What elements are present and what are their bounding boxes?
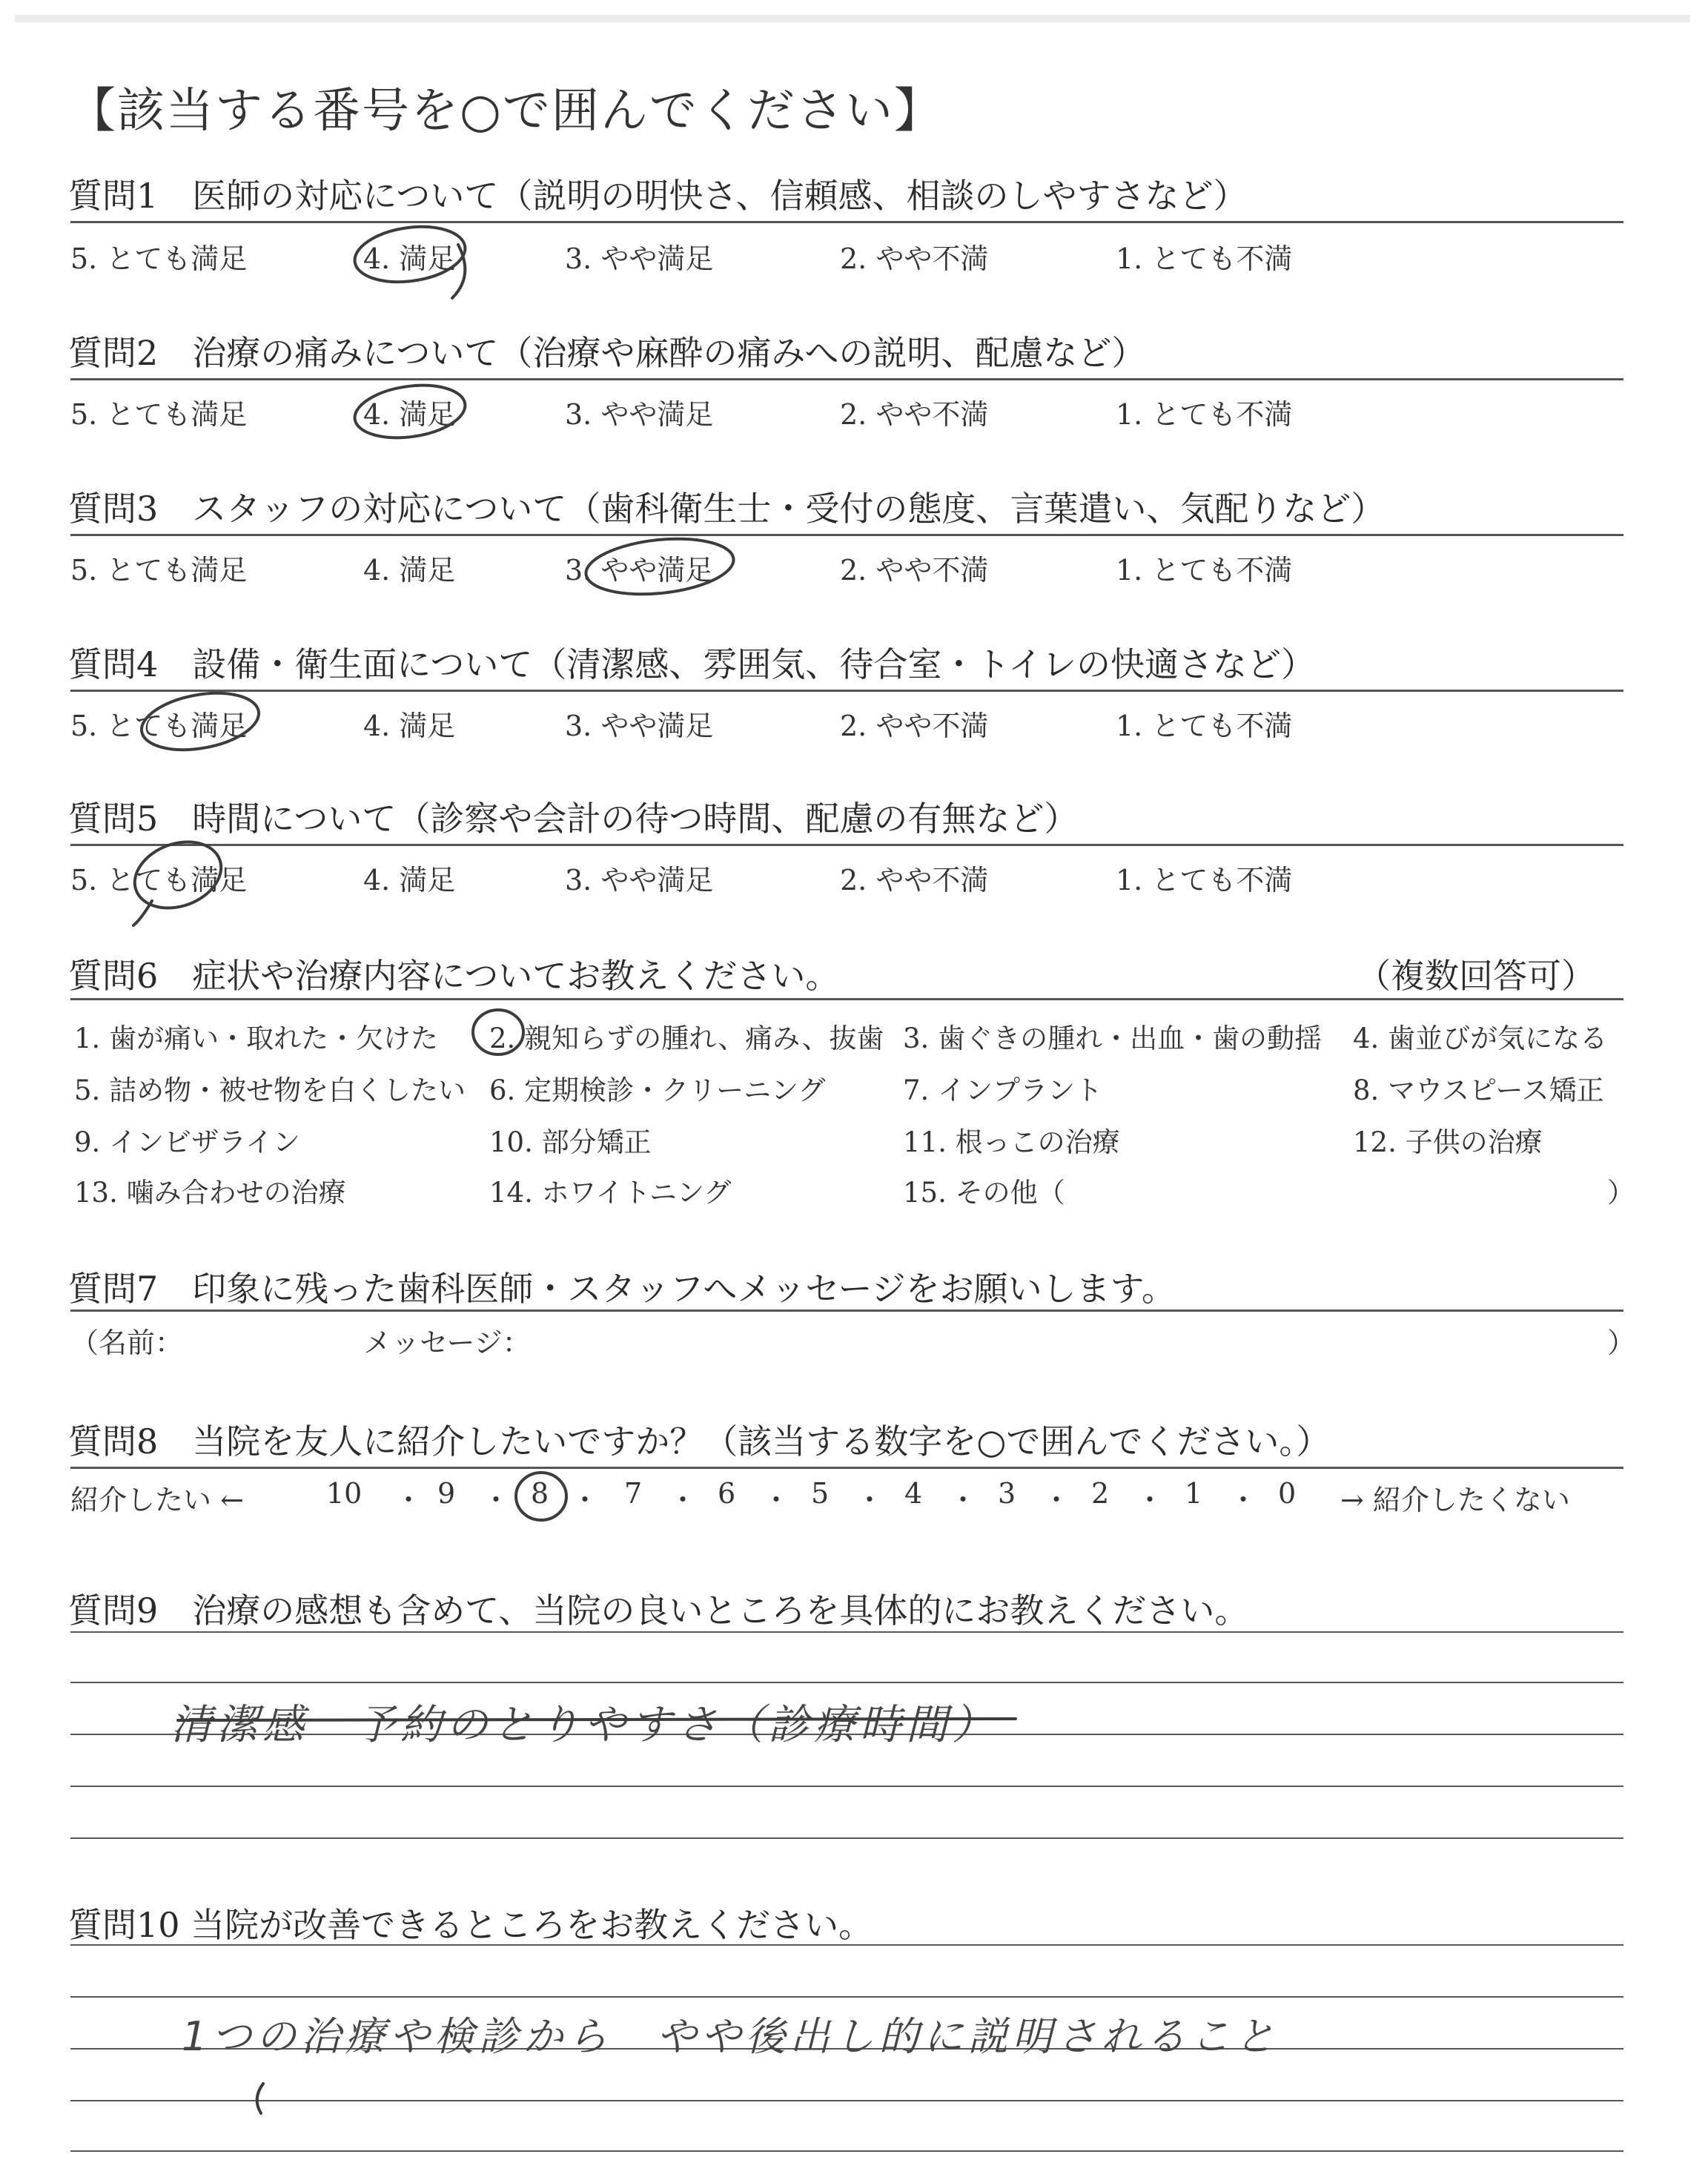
question-5-label: 質問5 時間について（診察や会計の待つ時間、配慮の有無など） — [68, 799, 1079, 839]
question-3-rule — [70, 534, 1623, 536]
question-1-label: 質問1 医師の対応について（説明の明快さ、信頼感、相談のしやすさなど） — [68, 176, 1248, 216]
q5-option-4[interactable]: 4. 満足 — [363, 864, 456, 896]
q10-paren-mark — [257, 2084, 263, 2113]
q3-option-4[interactable]: 4. 満足 — [363, 554, 456, 587]
answer-line — [70, 1682, 1623, 1683]
q2-option-1[interactable]: 1. とても不満 — [1116, 398, 1293, 431]
q5-circle-tail — [133, 901, 152, 925]
q7-message-label: メッセージ： — [363, 1327, 531, 1359]
scale-3[interactable]: 3 — [998, 1477, 1016, 1510]
answer-line — [70, 2100, 1623, 2101]
q1-option-1[interactable]: 1. とても不満 — [1116, 242, 1293, 275]
q6-option-5[interactable]: 5. 詰め物・被せ物を白くしたい — [74, 1074, 466, 1106]
q5-option-2[interactable]: 2. やや不満 — [840, 864, 989, 896]
scale-9[interactable]: 9 — [437, 1477, 456, 1510]
q6-option-9[interactable]: 9. インビザライン — [74, 1126, 300, 1158]
question-8-rule — [70, 1467, 1623, 1469]
q3-option-1[interactable]: 1. とても不満 — [1116, 554, 1293, 587]
q2-option-2[interactable]: 2. やや不満 — [840, 398, 989, 431]
q6-option-15-close-paren: ） — [1607, 1177, 1635, 1209]
answer-line — [70, 1631, 1623, 1633]
q6-option-10[interactable]: 10. 部分矯正 — [489, 1126, 652, 1158]
question-6-note: （複数回答可） — [1357, 956, 1595, 996]
question-1-rule — [70, 221, 1623, 223]
q2-option-3[interactable]: 3. やや満足 — [565, 398, 714, 431]
q6-option-14[interactable]: 14. ホワイトニング — [489, 1177, 732, 1209]
q1-option-2[interactable]: 2. やや不満 — [840, 242, 989, 275]
q6-option-7[interactable]: 7. インプラント — [903, 1074, 1103, 1106]
question-7-label: 質問7 印象に残った歯科医師・スタッフへメッセージをお願いします。 — [68, 1269, 1176, 1309]
q6-option-15[interactable]: 15. その他（ — [903, 1177, 1065, 1209]
question-4-rule — [70, 690, 1623, 692]
question-7-rule — [70, 1309, 1623, 1312]
scale-separator: ・ — [1229, 1484, 1258, 1516]
scale-0[interactable]: 0 — [1278, 1477, 1297, 1510]
answer-line — [70, 1944, 1623, 1946]
q4-option-2[interactable]: 2. やや不満 — [840, 710, 989, 742]
question-9-label: 質問9 治療の感想も含めて、当院の良いところを具体的にお教えください。 — [68, 1591, 1249, 1631]
scale-separator: ・ — [1136, 1484, 1165, 1516]
scale-separator: ・ — [669, 1484, 698, 1516]
scale-7[interactable]: 7 — [624, 1477, 643, 1510]
q6-option-8[interactable]: 8. マウスピース矯正 — [1353, 1074, 1604, 1106]
question-8-label: 質問8 当院を友人に紹介したいですか？（該当する数字を○で囲んでください。） — [68, 1421, 1331, 1462]
question-6-label: 質問6 症状や治療内容についてお教えください。 — [68, 956, 840, 996]
q5-option-5[interactable]: 5. とても満足 — [70, 864, 248, 896]
q10-handwritten-answer: 1つの治療や検診から やや後出し的に説明されること — [182, 2013, 1280, 2060]
q7-close-paren: ） — [1607, 1327, 1636, 1359]
q3-option-3[interactable]: 3. やや満足 — [565, 554, 714, 587]
q5-option-1[interactable]: 1. とても不満 — [1116, 864, 1293, 896]
scale-separator: ・ — [482, 1484, 511, 1516]
question-4-label: 質問4 設備・衛生面について（清潔感、雰囲気、待合室・トイレの快適さなど） — [68, 644, 1316, 684]
scan-top-edge — [15, 15, 1690, 22]
q1-option-3[interactable]: 3. やや満足 — [565, 242, 714, 275]
scale-separator: ・ — [1042, 1484, 1071, 1516]
scale-right-label: → 紹介したくない — [1340, 1484, 1570, 1516]
question-10-label: 質問10 当院が改善できるところをお教えください。 — [68, 1905, 873, 1945]
q5-option-3[interactable]: 3. やや満足 — [565, 864, 714, 896]
q6-option-6[interactable]: 6. 定期検診・クリーニング — [489, 1074, 826, 1106]
q6-option-3[interactable]: 3. 歯ぐきの腫れ・出血・歯の動揺 — [903, 1023, 1323, 1054]
answer-line — [70, 1837, 1623, 1839]
question-6-rule — [70, 998, 1623, 1000]
q2-option-4[interactable]: 4. 満足 — [363, 398, 456, 431]
q6-option-11[interactable]: 11. 根っこの治療 — [903, 1126, 1120, 1158]
answer-line — [70, 1786, 1623, 1787]
q1-option-5[interactable]: 5. とても満足 — [70, 242, 248, 275]
question-2-label: 質問2 治療の痛みについて（治療や麻酔の痛みへの説明、配慮など） — [68, 333, 1146, 373]
question-5-rule — [70, 844, 1623, 846]
question-2-rule — [70, 378, 1623, 380]
scale-left-label: 紹介したい ← — [70, 1484, 244, 1516]
q4-option-4[interactable]: 4. 満足 — [363, 710, 456, 742]
q4-option-1[interactable]: 1. とても不満 — [1116, 710, 1293, 742]
scale-separator: ・ — [855, 1484, 884, 1516]
scale-5[interactable]: 5 — [811, 1477, 830, 1510]
q6-option-2[interactable]: 2. 親知らずの腫れ、痛み、抜歯 — [489, 1023, 884, 1054]
scale-1[interactable]: 1 — [1185, 1477, 1203, 1510]
q6-option-4[interactable]: 4. 歯並びが気になる — [1353, 1023, 1608, 1054]
page-title: 【該当する番号を○で囲んでください】 — [68, 84, 943, 139]
answer-line — [70, 1996, 1623, 1998]
q4-option-3[interactable]: 3. やや満足 — [565, 710, 714, 742]
q7-name-label: （名前： — [70, 1327, 184, 1359]
question-3-label: 質問3 スタッフの対応について（歯科衛生士・受付の態度、言葉遣い、気配りなど） — [68, 489, 1386, 529]
scale-6[interactable]: 6 — [718, 1477, 736, 1510]
q6-option-13[interactable]: 13. 噛み合わせの治療 — [74, 1177, 346, 1209]
q6-option-12[interactable]: 12. 子供の治療 — [1353, 1126, 1543, 1158]
answer-line — [70, 2150, 1623, 2152]
q3-option-5[interactable]: 5. とても満足 — [70, 554, 248, 587]
scale-2[interactable]: 2 — [1091, 1477, 1110, 1510]
q9-handwritten-answer: 清潔感 予約のとりやすさ（診療時間） — [171, 1701, 998, 1749]
scale-separator: ・ — [571, 1484, 600, 1516]
q4-option-5[interactable]: 5. とても満足 — [70, 710, 248, 742]
scale-10[interactable]: 10 — [326, 1477, 363, 1510]
scale-separator: ・ — [762, 1484, 791, 1516]
scale-4[interactable]: 4 — [904, 1477, 923, 1510]
q6-option-1[interactable]: 1. 歯が痛い・取れた・欠けた — [74, 1023, 439, 1054]
scale-separator: ・ — [394, 1484, 423, 1516]
scale-separator: ・ — [949, 1484, 978, 1516]
q2-option-5[interactable]: 5. とても満足 — [70, 398, 248, 431]
scale-8[interactable]: 8 — [531, 1477, 549, 1510]
q1-option-4[interactable]: 4. 満足 — [363, 242, 456, 275]
q3-option-2[interactable]: 2. やや不満 — [840, 554, 989, 587]
